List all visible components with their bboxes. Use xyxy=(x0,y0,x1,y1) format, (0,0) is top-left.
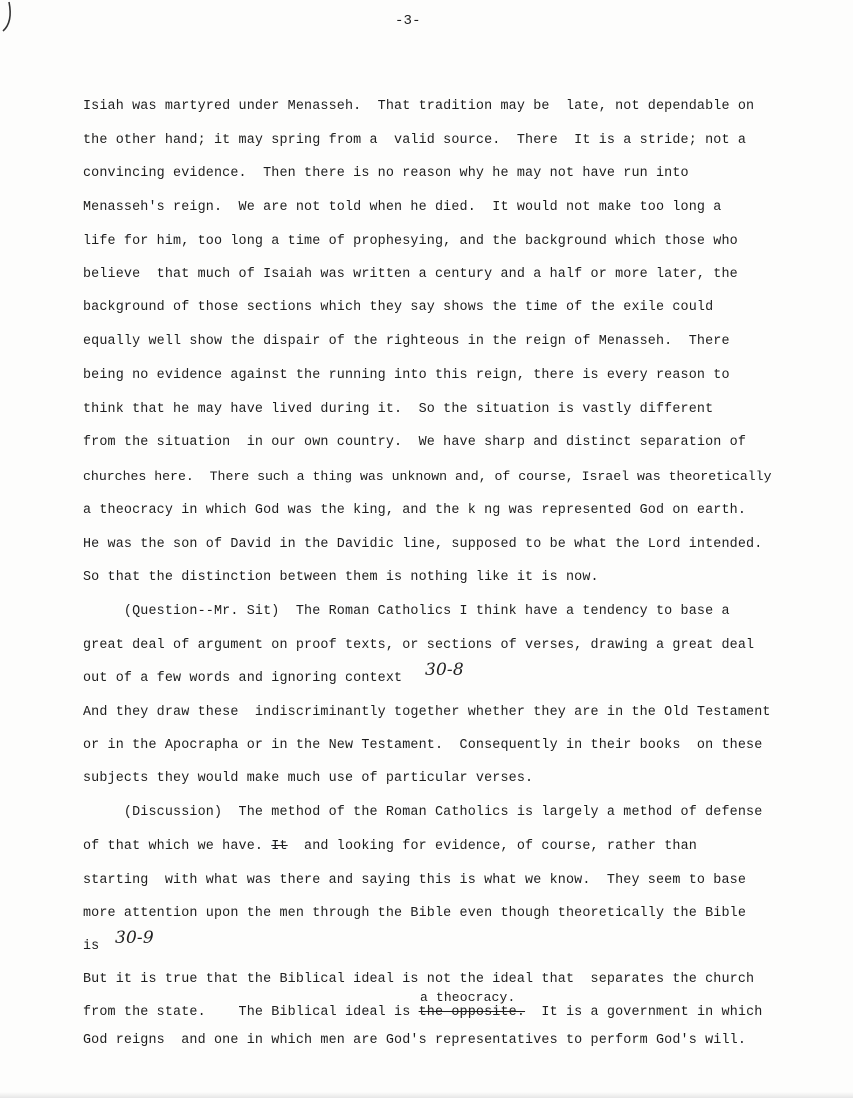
question-paragraph-line-2: great deal of argument on proof texts, or sections of verses, drawing a great deal xyxy=(83,638,755,653)
discussion-paragraph-line-2 xyxy=(83,840,697,853)
pen-stroke-mark xyxy=(0,0,14,34)
body-line-5: life for him, too long a time of prophesying, and the background which those who xyxy=(83,234,738,249)
page-number: -3- xyxy=(395,13,421,29)
body-line-11: from the situation in our own country. We have sharp and distinct separation of xyxy=(83,435,747,450)
body-line-4: Menasseh's reign. We are not told when he died. It would not make too long a xyxy=(83,200,722,215)
body-line-10: think that he may have lived during it. So the situation is vastly different xyxy=(83,402,714,417)
closing-line-2-end: It is a government in which xyxy=(541,1005,763,1020)
question-paragraph-line-5: or in the Apocrapha or in the New Testament. Consequently in their books on these xyxy=(83,738,763,753)
closing-line-2-start: from the state. The Biblical ideal is xyxy=(83,1005,411,1020)
discussion-paragraph-line-1: (Discussion) The method of the Roman Catholics is largely a method of defense xyxy=(83,805,763,820)
body-line-8: equally well show the dispair of the righteous in the reign of Menasseh. There xyxy=(83,334,730,349)
closing-paragraph-line-2 xyxy=(83,1006,762,1019)
discussion-paragraph-line-4: more attention upon the men through the Bible even though theoretically the Bible xyxy=(83,906,747,921)
question-paragraph-line-3: out of a few words and ignoring context xyxy=(83,671,403,686)
body-line-12: churches here. There such a thing was unknown and, of course, Israel was theoretically xyxy=(83,469,772,484)
discussion-paragraph-line-3: starting with what was there and saying this is what we know. They seem to base xyxy=(83,873,747,888)
closing-paragraph-line-3: God reigns and one in which men are God's representatives to perform God's will. xyxy=(83,1033,747,1048)
body-line-15: So that the distinction between them is nothing like it is now. xyxy=(83,570,599,585)
question-paragraph-line-4: And they draw these indiscriminantly together whether they are in the Old Testament xyxy=(83,705,771,720)
handwritten-note-30-8: 30-8 xyxy=(425,660,464,680)
discussion-line-2-start: of that which we have. xyxy=(83,839,264,854)
discussion-paragraph-line-5: is xyxy=(83,939,100,954)
struck-phrase: the opposite. xyxy=(418,1005,526,1020)
inserted-correction: a theocracy. xyxy=(420,990,516,1005)
body-line-14: He was the son of David in the Davidic line, supposed to be what the Lord intended. xyxy=(83,537,763,552)
body-line-2: the other hand; it may spring from a valid source. There It is a stride; not a xyxy=(83,133,747,148)
page-bottom-edge xyxy=(0,1092,853,1098)
body-line-1: Isiah was martyred under Menasseh. That tradition may be late, not dependable on xyxy=(83,99,755,114)
body-line-7: background of those sections which they say shows the time of the exile could xyxy=(83,300,714,315)
body-line-9: being no evidence against the running into this reign, there is every reason to xyxy=(83,368,730,383)
closing-paragraph-line-1: But it is true that the Biblical ideal is not the ideal that separates the church xyxy=(83,972,755,987)
body-line-3: convincing evidence. Then there is no reason why he may not have run into xyxy=(83,166,689,181)
question-paragraph-line-1: (Question--Mr. Sit) The Roman Catholics I think have a tendency to base a xyxy=(83,604,730,619)
body-line-6: believe that much of Isaiah was written a century and a half or more later, the xyxy=(83,267,738,282)
discussion-line-2-end: and looking for evidence, of course, rather than xyxy=(304,839,697,854)
body-line-13: a theocracy in which God was the king, and the k ng was represented God on earth. xyxy=(83,503,747,518)
handwritten-note-30-9: 30-9 xyxy=(115,928,154,948)
struck-word: It xyxy=(271,839,288,854)
question-paragraph-line-6: subjects they would make much use of particular verses. xyxy=(83,771,534,786)
